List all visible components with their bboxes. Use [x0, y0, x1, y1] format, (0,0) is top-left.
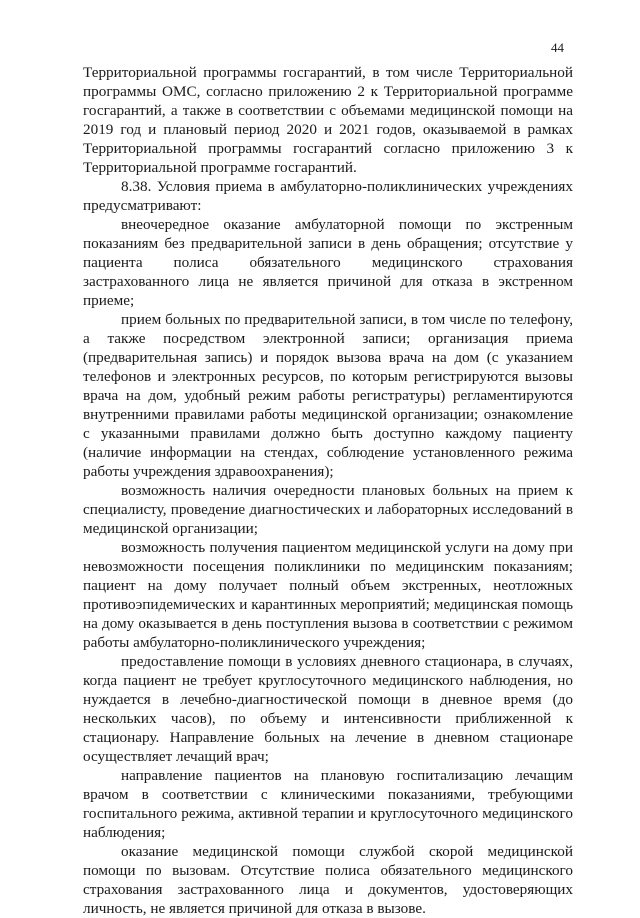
paragraph-section-8-38: 8.38. Условия приема в амбулаторно-поликлинических учреждениях предусматривают:	[83, 178, 573, 214]
paragraph-emergency-care: внеочередное оказание амбулаторной помощи по экстренным показаниям без предварительной записи в день обращения; отсутствие у пациента полиса обязательного медицинского страхования застрахованного лица не является причиной для отказа в экстренном приеме;	[83, 216, 573, 309]
document-body	[83, 63, 573, 918]
paragraph-day-hospital: предоставление помощи в условиях дневного стационара, в случаях, когда пациент не требует круглосуточного медицинского наблюдения, но нуждается в лечебно-диагностической помощи в дневное время (до нескольких часов), по объему и интенсивности приближенной к стационару. Направление больных на лечение в дневном стационаре осуществляет лечащий врач;	[83, 653, 573, 765]
paragraph-continuation: Территориальной программы госгарантий, в том числе Территориальной программы ОМС, согласно приложению 2 к Территориальной программе госгарантий, а также в соответствии с объемами медицинской помощи на 2019 год и плановый период 2020 и 2021 годов, оказываемой в рамках Территориальной программы госгарантий согласно приложению 3 к Территориальной программе госгарантий.	[83, 64, 573, 176]
paragraph-appointment-booking: прием больных по предварительной записи, в том числе по телефону, а также посредством электронной записи; организация приема (предварительная запись) и порядок вызова врача на дом (с указанием телефонов и электронных ресурсов, по которым регистрируются вызовы врача на дом, удобный режим работы регистратуры) регламентируются внутренними правилами работы медицинской организации; ознакомление с указанными правилами должно быть доступно каждому пациенту (наличие информации на стендах, соблюдение установленного режима работы учреждения здравоохранения);	[83, 311, 573, 480]
paragraph-ambulance-service: оказание медицинской помощи службой скорой медицинской помощи по вызовам. Отсутствие полиса обязательного медицинского страхования застрахованного лица и документов, удостоверяющих личность, не является причиной для отказа в вызове.	[83, 843, 573, 917]
paragraph-planned-queue: возможность наличия очередности плановых больных на прием к специалисту, проведение диагностических и лабораторных исследований в медицинской организации;	[83, 482, 573, 537]
page-number: 44	[551, 40, 564, 55]
paragraph-home-care: возможность получения пациентом медицинской услуги на дому при невозможности посещения поликлиники по медицинским показаниям; пациент на дому получает полный объем экстренных, неотложных противоэпидемических и карантинных мероприятий; медицинская помощь на дому оказывается в день поступления вызова в соответствии с режимом работы амбулаторно-поликлинического учреждения;	[83, 539, 573, 651]
paragraph-planned-hospitalization: направление пациентов на плановую госпитализацию лечащим врачом в соответствии с клиническими показаниями, требующими госпитального режима, активной терапии и круглосуточного медицинского наблюдения;	[83, 767, 573, 841]
